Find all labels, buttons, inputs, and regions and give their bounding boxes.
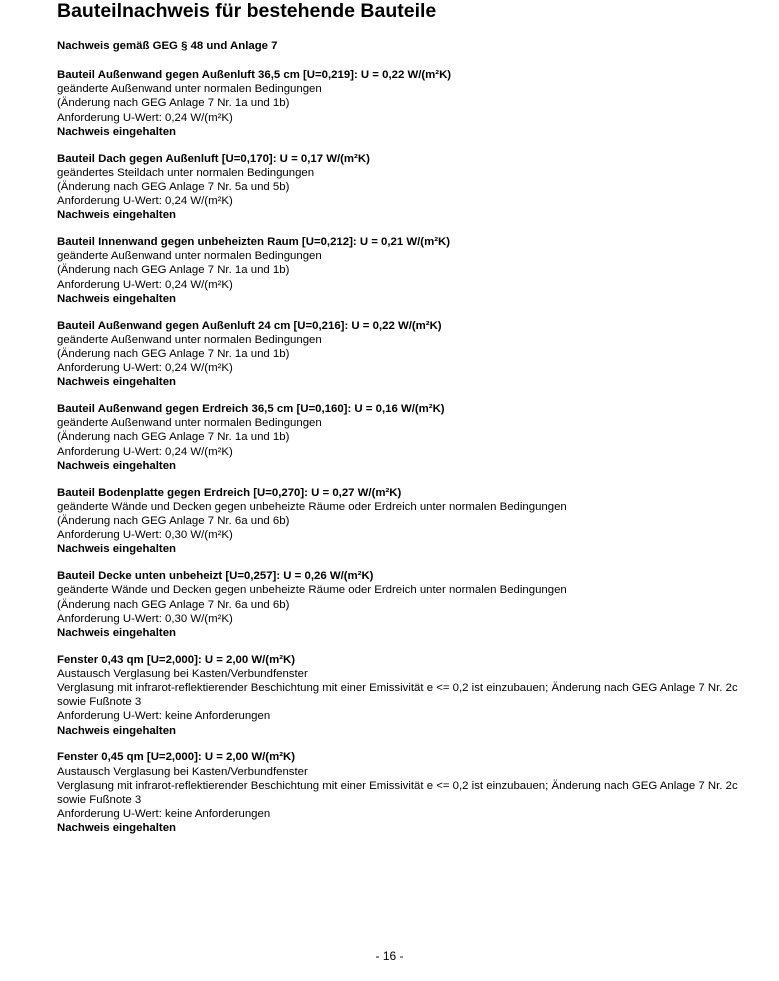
component-result: Nachweis eingehalten bbox=[57, 292, 177, 305]
component-result: Nachweis eingehalten bbox=[57, 376, 177, 389]
component-requirement: Anforderung U-Wert: 0,24 W/(m²K) bbox=[57, 195, 233, 208]
component-entry bbox=[57, 235, 747, 306]
component-result: Nachweis eingehalten bbox=[57, 543, 177, 556]
component-type: geänderte Wände und Decken gegen unbeheizte Räume oder Erdreich unter normalen Bedingungen bbox=[57, 500, 567, 513]
component-heading: Bauteil Dach gegen Außenluft [U=0,170]: U = 0,17 W/(m²K) bbox=[57, 152, 370, 165]
component-entry bbox=[57, 319, 747, 390]
component-change-reference: Verglasung mit infrarot-reflektierender Beschichtung mit einer Emissivität e <= 0,2 ist einzubauen; Änderung nach GEG Anlage 7 Nr. 2c sowie Fußnote 3 bbox=[57, 682, 738, 709]
component-entry bbox=[57, 750, 747, 835]
component-change-reference: (Änderung nach GEG Anlage 7 Nr. 1a und 1b) bbox=[57, 97, 290, 110]
component-requirement: Anforderung U-Wert: 0,24 W/(m²K) bbox=[57, 362, 233, 375]
component-result: Nachweis eingehalten bbox=[57, 724, 177, 737]
component-heading: Fenster 0,43 qm [U=2,000]: U = 2,00 W/(m²K) bbox=[57, 653, 296, 666]
component-heading: Bauteil Außenwand gegen Erdreich 36,5 cm [U=0,160]: U = 0,16 W/(m²K) bbox=[57, 403, 445, 416]
component-entry bbox=[57, 653, 747, 738]
component-change-reference: (Änderung nach GEG Anlage 7 Nr. 1a und 1b) bbox=[57, 431, 290, 444]
component-change-reference: Verglasung mit infrarot-reflektierender Beschichtung mit einer Emissivität e <= 0,2 ist einzubauen; Änderung nach GEG Anlage 7 Nr. 2c sowie Fußnote 3 bbox=[57, 779, 738, 806]
component-requirement: Anforderung U-Wert: keine Anforderungen bbox=[57, 710, 271, 723]
component-entry bbox=[57, 486, 747, 557]
component-heading: Bauteil Decke unten unbeheizt [U=0,257]: U = 0,26 W/(m²K) bbox=[57, 570, 374, 583]
component-change-reference: (Änderung nach GEG Anlage 7 Nr. 1a und 1b) bbox=[57, 264, 290, 277]
component-type: geänderte Außenwand unter normalen Bedingungen bbox=[57, 250, 322, 263]
component-result: Nachweis eingehalten bbox=[57, 822, 177, 835]
component-requirement: Anforderung U-Wert: 0,24 W/(m²K) bbox=[57, 445, 233, 458]
component-type: geänderte Außenwand unter normalen Bedingungen bbox=[57, 333, 322, 346]
component-heading: Bauteil Außenwand gegen Außenluft 24 cm [U=0,216]: U = 0,22 W/(m²K) bbox=[57, 319, 442, 332]
component-type: geänderte Außenwand unter normalen Bedingungen bbox=[57, 417, 322, 430]
component-change-reference: (Änderung nach GEG Anlage 7 Nr. 6a und 6b) bbox=[57, 598, 290, 611]
component-entry bbox=[57, 569, 747, 640]
component-change-reference: (Änderung nach GEG Anlage 7 Nr. 6a und 6b) bbox=[57, 514, 290, 527]
component-type: geänderte Außenwand unter normalen Bedingungen bbox=[57, 83, 322, 96]
component-result: Nachweis eingehalten bbox=[57, 459, 177, 472]
page-number: - 16 - bbox=[375, 949, 404, 963]
component-requirement: Anforderung U-Wert: 0,30 W/(m²K) bbox=[57, 612, 233, 625]
component-entry bbox=[57, 68, 747, 139]
component-heading: Bauteil Innenwand gegen unbeheizten Raum [U=0,212]: U = 0,21 W/(m²K) bbox=[57, 236, 451, 249]
page-title: Bauteilnachweis für bestehende Bauteile bbox=[57, 0, 437, 22]
component-change-reference: (Änderung nach GEG Anlage 7 Nr. 1a und 1b) bbox=[57, 347, 290, 360]
component-type: Austausch Verglasung bei Kasten/Verbundfenster bbox=[57, 765, 308, 778]
component-type: geändertes Steildach unter normalen Bedingungen bbox=[57, 166, 315, 179]
page-subtitle: Nachweis gemäß GEG § 48 und Anlage 7 bbox=[57, 40, 278, 52]
component-heading: Bauteil Bodenplatte gegen Erdreich [U=0,270]: U = 0,27 W/(m²K) bbox=[57, 486, 402, 499]
component-requirement: Anforderung U-Wert: 0,30 W/(m²K) bbox=[57, 529, 233, 542]
component-type: Austausch Verglasung bei Kasten/Verbundfenster bbox=[57, 667, 308, 680]
component-result: Nachweis eingehalten bbox=[57, 209, 177, 222]
component-result: Nachweis eingehalten bbox=[57, 626, 177, 639]
component-requirement: Anforderung U-Wert: keine Anforderungen bbox=[57, 808, 271, 821]
component-entry bbox=[57, 152, 747, 223]
component-type: geänderte Wände und Decken gegen unbeheizte Räume oder Erdreich unter normalen Bedingungen bbox=[57, 584, 567, 597]
component-requirement: Anforderung U-Wert: 0,24 W/(m²K) bbox=[57, 111, 233, 124]
component-result: Nachweis eingehalten bbox=[57, 125, 177, 138]
component-change-reference: (Änderung nach GEG Anlage 7 Nr. 5a und 5b) bbox=[57, 180, 290, 193]
component-heading: Bauteil Außenwand gegen Außenluft 36,5 cm [U=0,219]: U = 0,22 W/(m²K) bbox=[57, 69, 452, 81]
component-entry bbox=[57, 402, 747, 473]
component-heading: Fenster 0,45 qm [U=2,000]: U = 2,00 W/(m²K) bbox=[57, 751, 296, 764]
component-list bbox=[57, 68, 747, 848]
component-requirement: Anforderung U-Wert: 0,24 W/(m²K) bbox=[57, 278, 233, 291]
